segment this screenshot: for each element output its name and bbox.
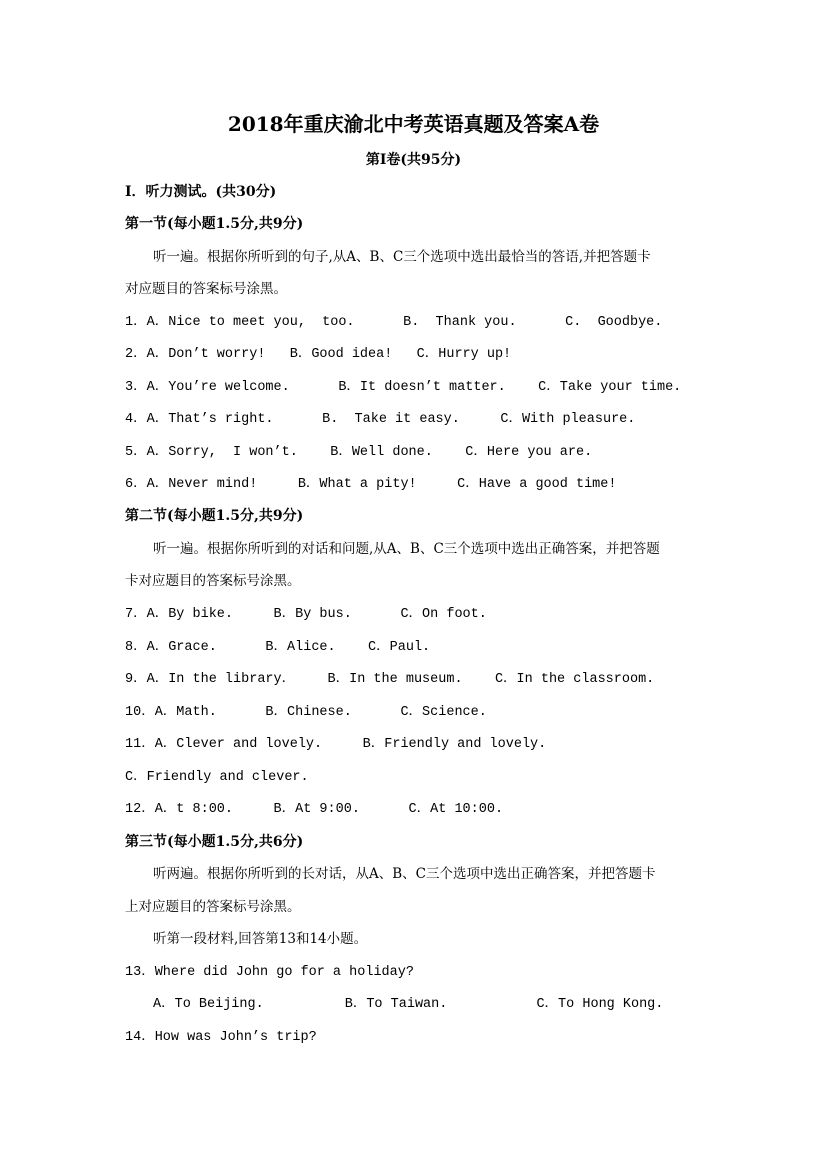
question-10: 10．A．Math. B．Chinese. C．Science.: [125, 705, 487, 720]
section3-material-note: 听第一段材料,回答第13和14小题。: [153, 931, 368, 947]
question-5: 5．A．Sorry, I won’t. B．Well done. C．Here you are.: [125, 445, 593, 460]
page-title: 2018年重庆渝北中考英语真题及答案A卷: [227, 112, 600, 136]
question-13: 13．Where did John go for a holiday?: [125, 965, 414, 980]
question-9: 9．A．In the library． B．In the museum. C．In the classroom.: [125, 672, 655, 687]
section2-instruction-line2: 卡对应题目的答案标号涂黑。: [125, 573, 301, 589]
question-14: 14．How was John’s trip?: [125, 1030, 317, 1045]
section3-instruction-line2: 上对应题目的答案标号涂黑。: [125, 899, 301, 915]
section2-instruction-line1: 听一遍。根据你所听到的对话和问题,从A、B、C三个选项中选出正确答案，并把答题: [153, 541, 660, 557]
question-8: 8．A．Grace. B．Alice. C．Paul.: [125, 640, 431, 655]
question-13-options: A．To Beijing. B．To Taiwan. C．To Hong Kong.: [153, 997, 664, 1012]
paper-subtitle: 第Ⅰ卷(共95分): [365, 152, 462, 168]
section3-heading: 第三节(每小题1.5分,共6分): [125, 834, 304, 850]
section3-instruction-line1: 听两遍。根据你所听到的长对话，从A、B、C三个选项中选出正确答案，并把答题卡: [153, 866, 656, 882]
part1-heading: Ⅰ．听力测试。(共30分): [125, 184, 277, 200]
question-2: 2．A．Don’t worry! B．Good idea! C．Hurry up!: [125, 347, 512, 362]
question-12: 12．A．t 8:00. B．At 9:00. C．At 10:00.: [125, 802, 504, 817]
question-11: 11．A．Clever and lovely. B．Friendly and lovely.: [125, 737, 547, 752]
question-6: 6．A．Never mind! B．What a pity! C．Have a good time!: [125, 477, 617, 492]
section1-instruction-line1: 听一遍。根据你所听到的句子,从A、B、C三个选项中选出最恰当的答语,并把答题卡: [153, 249, 651, 265]
section1-heading: 第一节(每小题1.5分,共9分): [125, 216, 304, 232]
question-3: 3．A．You’re welcome. B．It doesn’t matter. C．Take your time.: [125, 380, 682, 395]
question-11-option-c: C．Friendly and clever.: [125, 770, 309, 785]
question-7: 7．A．By bike. B．By bus. C．On foot.: [125, 607, 487, 622]
question-4: 4．A．That’s right. B. Take it easy. C．With pleasure.: [125, 412, 636, 427]
question-1: 1．A．Nice to meet you, too. B. Thank you. C. Goodbye.: [125, 315, 663, 330]
section1-instruction-line2: 对应题目的答案标号涂黑。: [125, 281, 287, 297]
section2-heading: 第二节(每小题1.5分,共9分): [125, 508, 304, 524]
